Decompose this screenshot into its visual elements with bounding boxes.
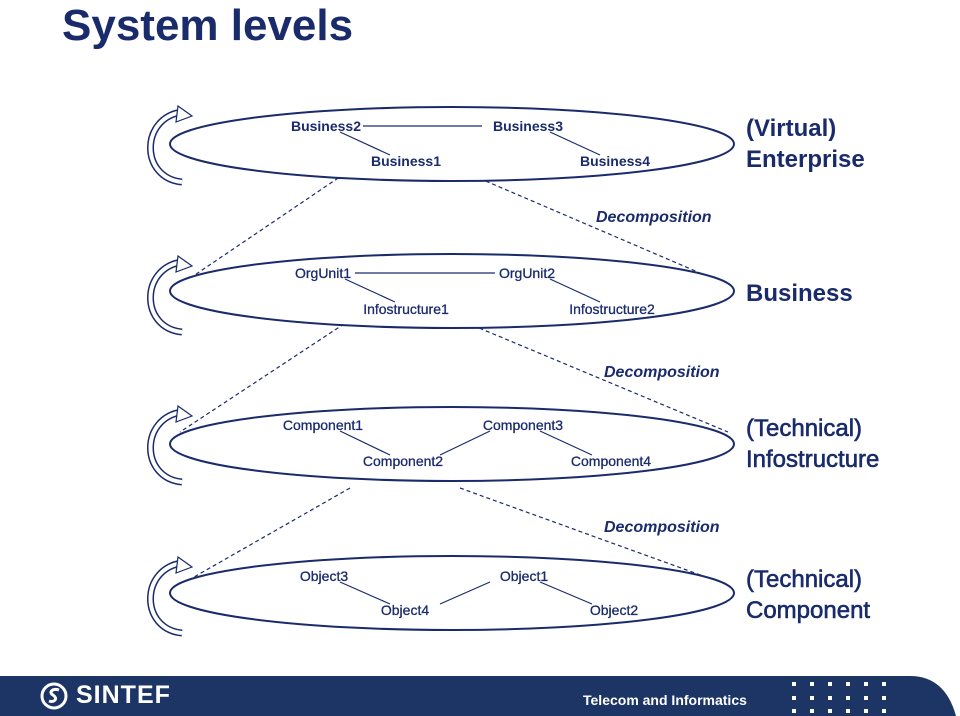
node-label: Component3 [482,417,564,433]
node-label: Object3 [299,568,349,584]
cycle-arrowhead-icon [176,106,192,122]
node-label: OrgUnit1 [294,265,352,281]
level-name: (Technical) [746,566,863,593]
level-business [151,254,853,332]
node-label: Object2 [589,602,639,618]
node-label: Infostructure1 [363,301,449,317]
decomposition-label: Decomposition [604,519,720,536]
decomposition-label: Decomposition [596,209,712,226]
node-label: OrgUnit2 [498,265,556,281]
decomposition-label: Decomposition [604,364,720,381]
node-label: Component2 [362,453,444,469]
footer-department: Telecom and Informatics [583,692,747,708]
node-label: Business3 [492,118,564,134]
level-infostructure [151,406,880,482]
level-name: (Technical) [746,415,863,442]
node-label: Object4 [380,602,430,618]
cycle-arrowhead-icon [176,406,192,422]
level-component [151,556,871,633]
level-ellipse [170,407,734,481]
node-label: Business4 [579,153,651,169]
sintef-logo-icon [40,682,68,710]
cycle-arrowhead-icon [176,557,192,573]
level-name: Enterprise [746,146,865,173]
level-ellipse [170,107,734,181]
level-name: (Virtual) [746,115,837,142]
level-enterprise [151,106,865,182]
node-label: Object1 [499,568,549,584]
level-ellipse [170,556,734,630]
node-label: Component4 [570,453,652,469]
node-label: Business2 [290,118,362,134]
node-label: Business1 [370,153,442,169]
level-name: Business [746,280,853,307]
page-title: System levels [62,1,354,50]
node-label: Component1 [282,417,364,433]
level-name: Component [746,597,871,624]
level-name: Infostructure [746,446,880,473]
sintef-logo-text: SINTEF [76,681,171,709]
node-label: Infostructure2 [569,301,655,317]
cycle-arrowhead-icon [176,256,192,272]
